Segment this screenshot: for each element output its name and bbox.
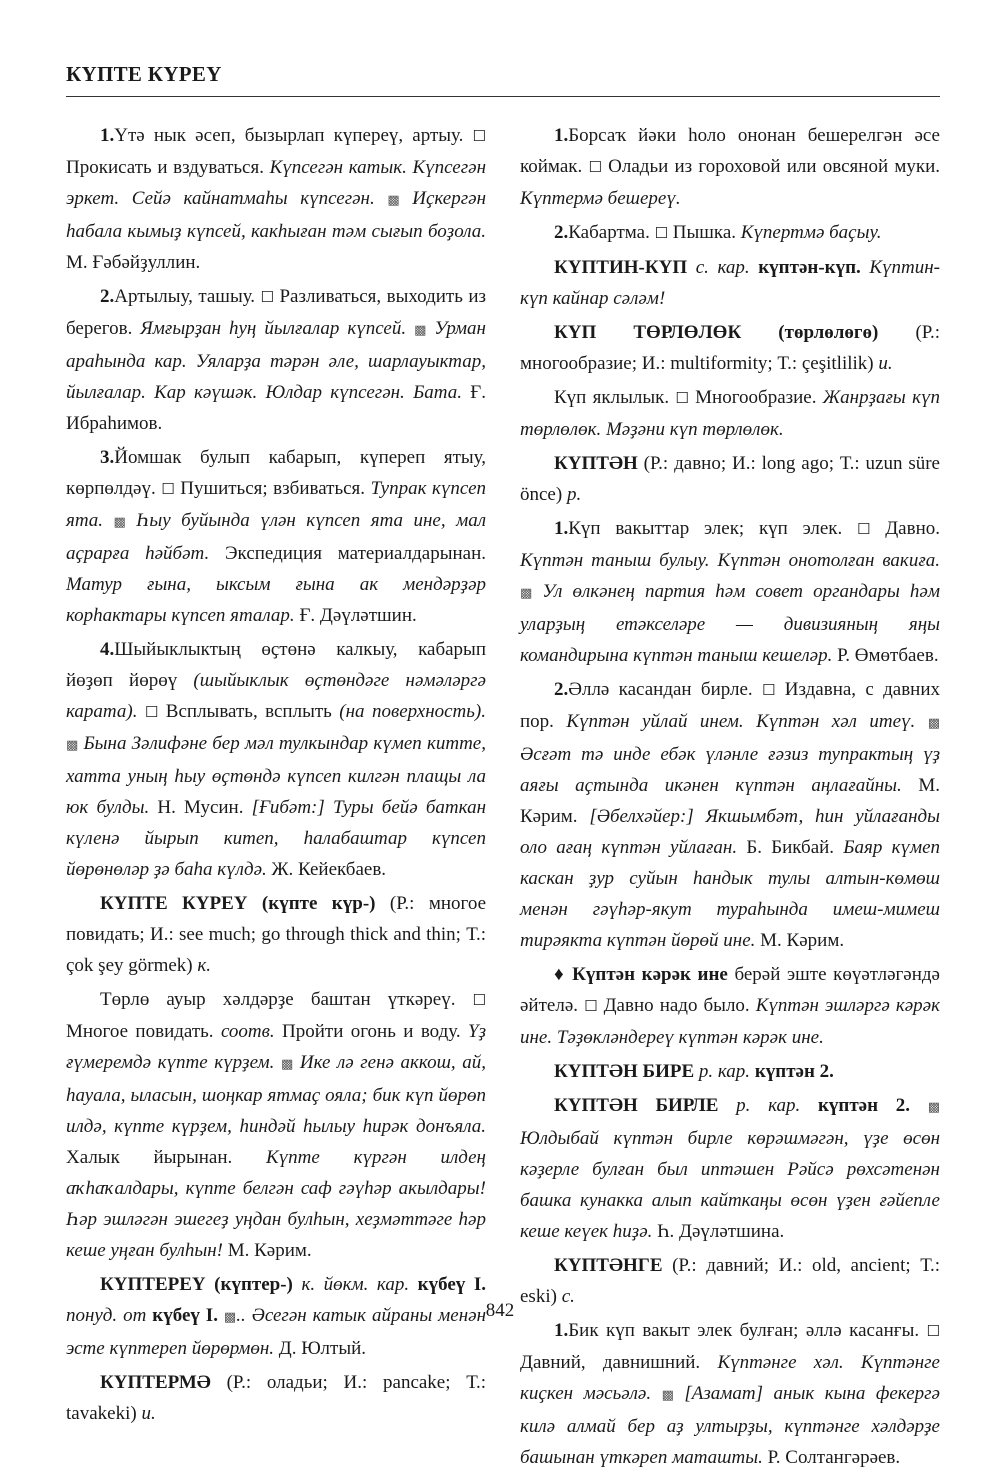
text-run: (Р.: оладьи; И.: pancake; Т.: tavakeki)	[66, 1372, 486, 1424]
italic-run: [Ғибәт:] Туры бейә баткан күленә йырып китеп, һалабаштар күпсеп йөрөнөләр ҙә баһа күлдә.	[66, 797, 486, 880]
bold-run: 2.	[100, 286, 115, 307]
text-run: Прокисать и вздуваться.	[66, 157, 270, 178]
page-number: 842	[485, 1300, 515, 1321]
translation-box-icon: ☐	[472, 127, 486, 145]
bold-run: КҮП ТӨРЛӨЛӨК (төрлөлөгө)	[554, 322, 916, 343]
header-rule	[66, 96, 940, 97]
italic-run: Иҫкергән һабала кымыҙ күпсей, какһыған тәм сығып боҙола.	[66, 188, 486, 242]
text-run: М. Ғәбәйҙуллин.	[66, 252, 201, 273]
italic-run: Әсғәт тә инде ебәк үләнле ғәзиз тупрактың үҙ аяғы аҫтында икәнен күптән аңлағайны.	[520, 744, 940, 796]
dictionary-entry-headword-paragraph	[66, 1367, 486, 1429]
bold-run: күбеү I.	[417, 1274, 486, 1295]
text-run: Төрлө ауыр хәлдәрҙе баштан үткәреү.	[100, 989, 473, 1010]
dictionary-entry-headword-paragraph	[520, 317, 940, 379]
italic-run: соотв.	[220, 1021, 282, 1042]
italic-run: понуд. от	[66, 1305, 153, 1326]
right-column	[520, 120, 940, 1476]
bold-run: КҮПТЕРЕҮ (күптер-)	[100, 1274, 302, 1295]
italic-run: [Әбелхәйер:] Якшымбәт, һин уйлағанды оло ағаң күптән уйлаған.	[520, 806, 940, 858]
text-run: Давно надо было.	[603, 995, 756, 1016]
text-run: Артылыу, ташыу.	[114, 286, 261, 307]
text-run: Кабартма.	[568, 222, 655, 243]
example-square-icon: ▩	[387, 193, 400, 208]
text-run: Оладьи из гороховой или овсяной муки.	[608, 156, 941, 177]
italic-run: Тупрак күпсеп ята.	[66, 478, 487, 531]
bold-run: КҮПТӘН БИРЕ	[554, 1061, 699, 1082]
italic-run: Күптән эшләргә кәрәк ине. Тәҙөкләндереү күптән кәрәк ине.	[520, 995, 940, 1048]
italic-run: к. йөкм. кар.	[301, 1274, 418, 1295]
text-run: (Р.: давний; И.: old, ancient; Т.: eski)	[520, 1255, 940, 1307]
translation-box-icon: ☐	[654, 224, 669, 242]
bold-run: КҮПТӘНГЕ	[554, 1255, 673, 1276]
text-run: Давний, давнишний.	[520, 1352, 718, 1373]
bold-run: КҮПТЕРМӘ	[100, 1372, 227, 1393]
italic-run: (на поверхность).	[339, 701, 486, 722]
dictionary-entry-paragraph	[520, 120, 940, 214]
example-square-icon: ▩	[927, 716, 940, 731]
bold-run: КҮПТИН-КҮП	[554, 257, 696, 278]
bold-run: 2.	[554, 679, 569, 700]
text-run: Күп вакыттар элек; күп элек.	[568, 518, 858, 539]
italic-run: Күптермә бешереү.	[520, 188, 681, 209]
text-run: Многообразие.	[695, 387, 823, 408]
text-run: (Р.: многое повидать; И.: see much; go through thick and thin; Т.: çok şey görmek)	[66, 893, 486, 976]
page-header	[66, 62, 940, 87]
italic-run: Ике лә генә аккош, ай, һауала, ыласын, шоңкар ятмаҫ ояла; бик күп йөрөп илдә, күпте күрҙем, һиндәй һылыу һирәк донъяла.	[66, 1052, 486, 1137]
italic-run: р.	[566, 484, 582, 505]
example-square-icon: ▩	[280, 1057, 294, 1072]
text-run: Үтә нык әсеп, бызырлап күпереү, артыу.	[114, 125, 473, 146]
translation-box-icon: ☐	[761, 681, 776, 699]
text-run: Шыйыклыктың өҫтөнә калкыу, кабарып йөҙөп йөрөү	[66, 639, 486, 691]
translation-box-icon: ☐	[584, 997, 598, 1015]
text-run: Издавна, с давних пор.	[520, 679, 941, 732]
dictionary-entry-paragraph	[520, 513, 940, 671]
dictionary-entry-paragraph	[66, 120, 486, 278]
italic-run: Күптән уйлай инем. Күптән хәл итеү.	[566, 711, 928, 732]
dictionary-entry-paragraph	[66, 984, 486, 1266]
dictionary-entry-paragraph	[520, 1090, 940, 1247]
italic-run: Күпте күргән илдең аҡһаҡалдары, күпте белгән саф гәүһәр акылдары! Һәр эшләгән эшегеҙ уңдан булһын, хеҙмәттәге һәр кеше уңған булһын!	[66, 1147, 486, 1261]
text-run: Ж. Кейекбаев.	[271, 859, 387, 880]
text-run: Борсаҡ йәки һоло ононан бешерелгән әсе коймак.	[520, 125, 940, 177]
text-run: Б. Бикбай.	[746, 837, 844, 858]
dictionary-entry-paragraph	[520, 674, 940, 956]
translation-box-icon: ☐	[472, 991, 486, 1009]
dictionary-entry-paragraph	[66, 281, 486, 439]
dictionary-entry-headword-paragraph	[520, 252, 940, 314]
dictionary-entry-paragraph	[66, 442, 486, 631]
italic-run: .. Әсегән катык айраны менән эсте күптереп йөрөрмөн.	[66, 1305, 487, 1359]
bold-run: 1.	[100, 125, 115, 146]
text-run: М. Кәрим.	[227, 1240, 312, 1261]
text-run: Н. Мусин.	[157, 797, 252, 818]
text-run: Экспедиция материалдарынан.	[225, 543, 486, 564]
text-run: М. Кәрим.	[520, 775, 940, 827]
italic-run: Күптән таныш булыу. Күптән онотолған вакиға.	[520, 550, 940, 571]
italic-run: Һыу буйында үлән күпсеп ята ине, мал аҫрарға һәйбәт.	[66, 510, 486, 564]
italic-run: Жанрҙағы күп төрлөлөк. Мәҙәни күп төрлөлөк.	[520, 387, 940, 440]
text-run: Пушиться; взбиваться.	[180, 478, 371, 499]
italic-run: Күпсегән катык. Күпсегән эркет. Сейә кайнатмаһы күпсегән.	[66, 157, 486, 209]
running-head: КҮПТЕ КҮРЕҮ	[66, 62, 222, 86]
text-run: Д. Юлтый.	[278, 1338, 367, 1359]
left-column	[66, 120, 486, 1432]
italic-run: с.	[561, 1286, 575, 1307]
bold-run: күптән 2.	[817, 1095, 928, 1116]
example-square-icon: ▩	[927, 1100, 940, 1115]
italic-run: Ул өлкәнең партия һәм совет органдары һәм уларҙың етәкселәре — дивизияның яңы командирына күптән таныш кешеләр.	[520, 581, 940, 666]
italic-run: Күптәнге хәл. Күптәнге киҫкен мәсьәлә.	[520, 1352, 940, 1404]
text-run: Р. Өмөтбаев.	[837, 645, 939, 666]
dictionary-entry-paragraph	[520, 217, 940, 249]
italic-run: Күпертмә баҫыу.	[740, 222, 882, 243]
translation-box-icon: ☐	[144, 703, 159, 721]
dictionary-entry-headword-paragraph	[520, 448, 940, 510]
italic-run: Үҙ ғүмеремдә күпте күрҙем.	[66, 1021, 486, 1073]
italic-run: (шыйыклык өҫтөндәге нәмәләргә карата).	[66, 670, 486, 722]
italic-run: [Азамат] анык кына фекергә килә алмай бер аҙ ултырҙы, күптәнге хәлдәрҙе башынан үткәреп маташты.	[520, 1383, 940, 1468]
translation-box-icon: ☐	[857, 520, 871, 538]
text-run: Һ. Дәүләтшина.	[657, 1221, 785, 1242]
italic-run: Бына Зәлифәне бер мәл тулкындар күмеп китте, хатта уның һыу өҫтөндә күпсеп килгән плащы ла юк булды.	[66, 733, 486, 818]
italic-run: и.	[878, 353, 893, 374]
bold-run: күптән-күп.	[758, 257, 870, 278]
text-run: Әллә касандан бирле.	[568, 679, 762, 700]
bold-run: КҮПТӘН БИРЛЕ	[554, 1095, 737, 1116]
text-run: Пышка.	[672, 222, 741, 243]
italic-run: и.	[141, 1403, 156, 1424]
italic-run: Күптин-күп кайнар сәләм!	[520, 257, 940, 309]
italic-run: Юлдыбай күптән бирле көрәшмәгән, үҙе өсөн кәҙерле булған был иптәшен Рәйсә рөхсәтенән башка кунакка алып кайткаңы өсөн үҙен ғәйепле кеше кеүек һиҙә.	[520, 1128, 940, 1242]
dictionary-entry-headword-paragraph	[520, 1056, 940, 1087]
text-run: (Р.: давно; И.: long ago; Т.: uzun süre önce)	[520, 453, 940, 505]
text-run: берәй эште көүәтләгәндә әйтелә.	[520, 964, 940, 1016]
text-run: Бик күп вакыт элек булған; әллә касанғы.	[568, 1320, 927, 1341]
bold-run: 3.	[100, 447, 115, 468]
bold-run: КҮПТӘН	[554, 453, 644, 474]
dictionary-entry-paragraph	[520, 382, 940, 445]
bold-run: КҮПТЕ КҮРЕҮ (күпте күр-)	[100, 893, 390, 914]
example-square-icon: ▩	[661, 1388, 674, 1403]
example-square-icon: ▩	[66, 738, 79, 753]
italic-run: р. кар.	[698, 1061, 755, 1082]
bold-run: күптән 2.	[754, 1061, 834, 1082]
bold-run: 1.	[554, 125, 569, 146]
bold-run: 1.	[554, 1320, 569, 1341]
dictionary-entry-paragraph	[520, 1315, 940, 1473]
text-run: Ғ. Ибраһимов.	[66, 382, 486, 434]
text-run: Разливаться, выходить из берегов.	[66, 286, 486, 339]
translation-box-icon: ☐	[161, 480, 175, 498]
example-square-icon: ▩	[414, 323, 427, 338]
example-square-icon: ▩	[113, 515, 126, 530]
italic-run: с. кар.	[695, 257, 759, 278]
dictionary-entry-paragraph	[520, 959, 940, 1053]
example-square-icon: ▩	[223, 1310, 237, 1325]
italic-run: Баяр күмеп каскан ҙур суйын һандык тулы алтын-көмөш менән гәүһәр-якут тураһында имеш-мимеш тирәякта күптән йөрөй ине.	[520, 837, 941, 951]
text-run: Давно.	[885, 518, 940, 539]
text-run: (Р.: многообразие; И.: multiformity; Т.: çeşitlilik)	[520, 322, 940, 374]
italic-run: Матур ғына, ыксым ғына ак мендәрҙәр корһактары күпсеп яталар.	[66, 574, 486, 626]
translation-box-icon: ☐	[675, 389, 689, 407]
dictionary-entry-headword-paragraph	[66, 888, 486, 981]
bold-run: күбеү I.	[152, 1305, 224, 1326]
bold-run: ♦ Күптән кәрәк ине	[554, 964, 735, 985]
italic-run: р. кар.	[736, 1095, 818, 1116]
bold-run: 2.	[554, 222, 569, 243]
text-run: Ғ. Дәүләтшин.	[299, 605, 417, 626]
translation-box-icon: ☐	[588, 158, 602, 176]
text-run: Халык йырынан.	[66, 1147, 267, 1168]
text-run: Всплывать, всплыть	[165, 701, 340, 722]
translation-box-icon: ☐	[926, 1322, 940, 1340]
bold-run: 4.	[100, 639, 115, 660]
text-run: Пройти огонь и воду.	[282, 1021, 468, 1042]
italic-run: Урман араһында кар. Уяларҙа тәрән әле, шарлауыктар, йылғалар. Кар кәүшәк. Юлдар күпсегән. Бата.	[66, 318, 486, 403]
text-run: Р. Солтангәрәев.	[767, 1447, 901, 1468]
bold-run: 1.	[554, 518, 569, 539]
text-run: Многое повидать.	[66, 1021, 221, 1042]
italic-run: к.	[197, 955, 212, 976]
italic-run: Ямғырҙан һуң йылғалар күпсей.	[140, 318, 415, 339]
text-run: М. Кәрим.	[760, 930, 845, 951]
text-run: Күп яклылык.	[554, 387, 676, 408]
translation-box-icon: ☐	[260, 288, 274, 306]
text-run: Йомшак булып кабарып, күпереп ятыу, көрпөлдәү.	[66, 447, 486, 499]
example-square-icon: ▩	[520, 586, 533, 601]
dictionary-entry-paragraph	[66, 634, 486, 885]
